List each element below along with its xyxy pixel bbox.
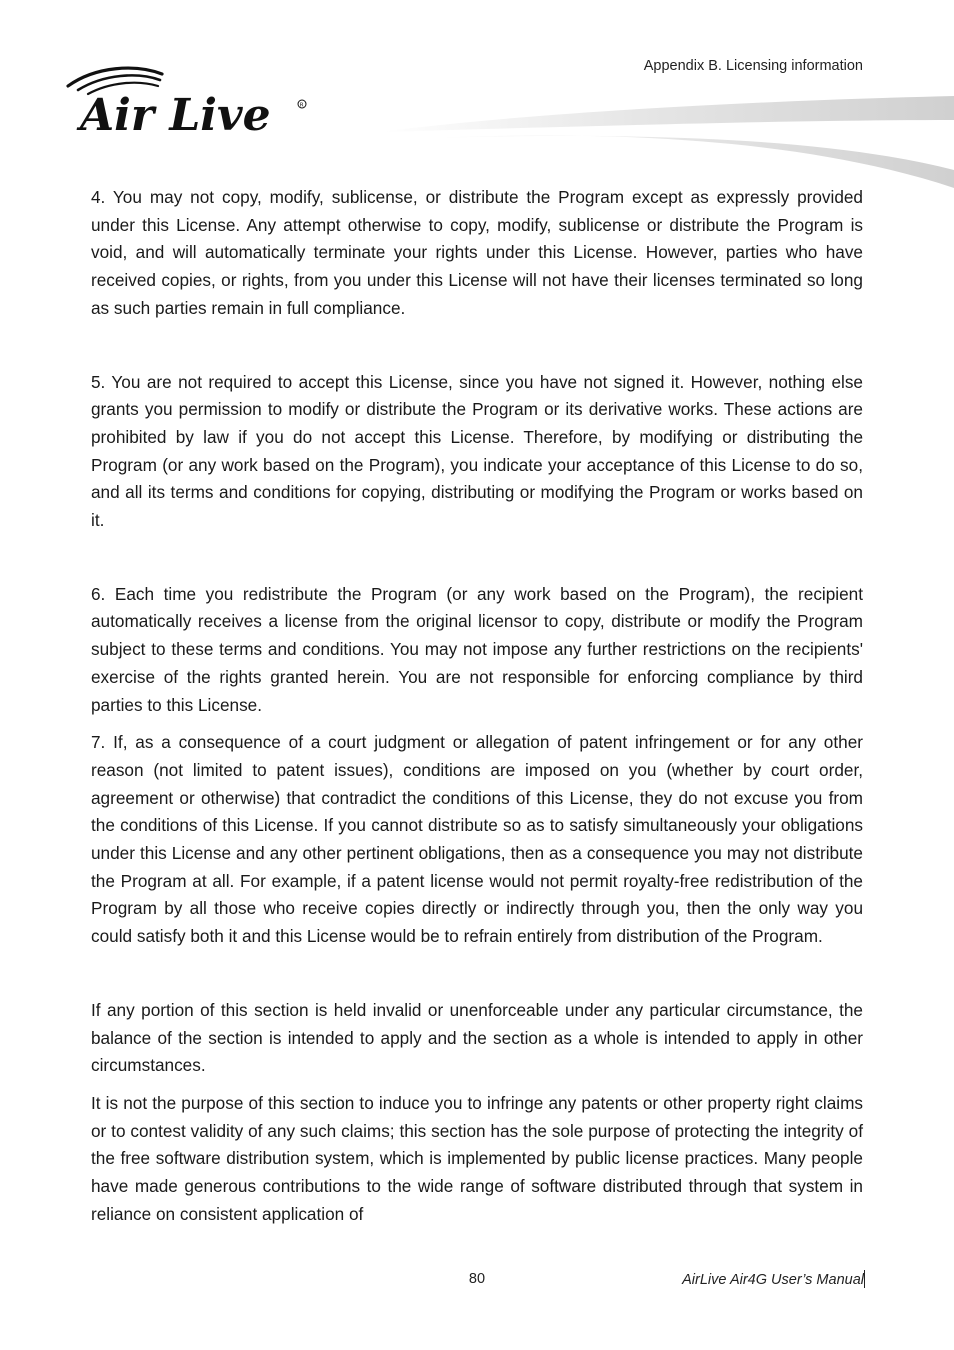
paragraph-purpose: It is not the purpose of this section to induce you to infringe any patents or other property right claims or to contest validity of any such claims; this section has the sole purpose of protecting the integrity of the free software distribution system, which is implemented by public license practices. Many people have made generous contributions to the wide range of software distributed through that system in reliance on consistent application of bbox=[91, 1092, 863, 1224]
paragraph-4: 4. You may not copy, modify, sublicense, or distribute the Program except as expressly provided under this License. Any attempt otherwise to copy, modify, sublicense or distribute the Program is void, and will automatically terminate your rights under this License. However, parties who have received copies, or rights, from you under this License will not have their licenses terminated so long as such parties remain in full compliance. bbox=[91, 187, 863, 318]
section-title: Appendix B. Licensing information bbox=[643, 58, 863, 74]
license-text bbox=[91, 184, 863, 1229]
paragraph-invalid-portion: If any portion of this section is held invalid or unenforceable under any particular circumstance, the balance of the section is intended to apply and the section as a whole is intended to apply in other circumstances. bbox=[91, 999, 863, 1076]
paragraph-6: 6. Each time you redistribute the Program (or any work based on the Program), the recipient automatically receives a license from the original licensor to copy, distribute or modify the Program subject to these terms and conditions. You may not impose any further restrictions on the recipients' exercise of the rights granted herein. You are not responsible for enforcing compliance by third parties to this License. bbox=[91, 583, 863, 715]
manual-title: AirLive Air4G User’s Manual bbox=[682, 1272, 864, 1288]
logo-wordmark: Air Live bbox=[80, 90, 271, 141]
svg-text:R: R bbox=[299, 102, 304, 109]
paragraph-5: 5. You are not required to accept this License, since you have not signed it. However, nothing else grants you permission to modify or distribute the Program or its derivative works. These actions are prohibited by law if you do not accept this License. Therefore, by modifying or distributing the Program (or any work based on the Program), you indicate your acceptance of this License to do so, and all its terms and conditions for copying, distributing or modifying the Program or works based on it. bbox=[91, 371, 863, 531]
airlive-logo bbox=[66, 62, 316, 142]
paragraph-7: 7. If, as a consequence of a court judgment or allegation of patent infringement or for any other reason (not limited to patent issues), conditions are imposed on you (whether by court order, agreement or otherwise) that contradict the conditions of this License, they do not excuse you from the conditions of this License. If you cannot distribute so as to satisfy simultaneously your obligations under this License and any other pertinent obligations, then as a consequence you may not distribute the Program at all. For example, if a patent license would not permit royalty-free redistribution of the Program by all those who receive copies directly or indirectly through you, then the only way you could satisfy both it and this License would be to refrain entirely from distribution of the Program. bbox=[91, 732, 863, 947]
footer-divider bbox=[864, 1270, 865, 1288]
page-number: 80 bbox=[468, 1271, 486, 1287]
